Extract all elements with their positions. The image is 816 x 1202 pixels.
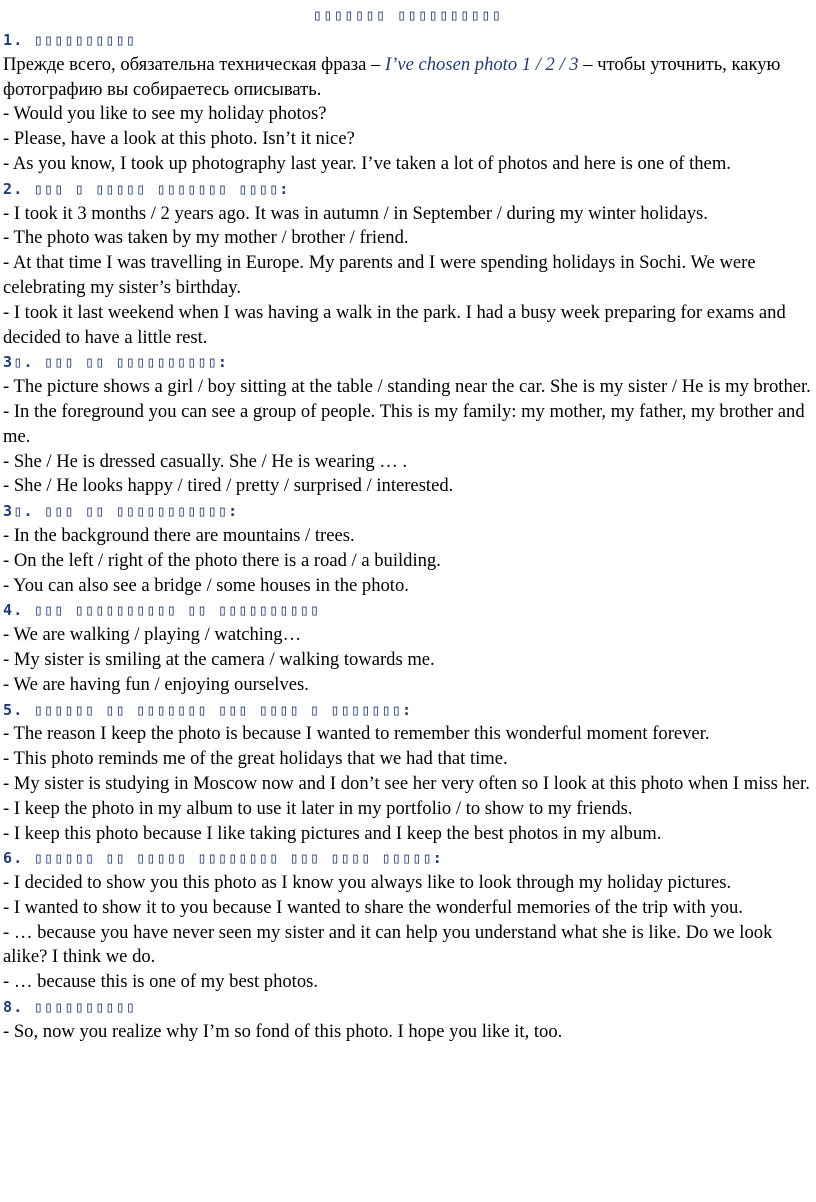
text-line: - The photo was taken by my mother / brother / friend. [3, 227, 409, 249]
section-heading: 3▯. ▯▯▯ ▯▯ ▯▯▯▯▯▯▯▯▯▯▯: [3, 502, 239, 521]
text-line: - … because you have never seen my sister and it can help you understand what she is like. Do we look alike? I think we do. [3, 921, 773, 968]
text-line: - In the background there are mountains / trees. [3, 524, 355, 546]
text-line: - The reason I keep the photo is because I wanted to remember this wonderful moment forever. [3, 723, 710, 745]
text-line: - Please, have a look at this photo. Isn’t it nice? [3, 128, 355, 150]
intro-text-after: – чтобы уточнить, какую фотографию вы собираетесь описывать. [3, 53, 781, 100]
text-line: - We are having fun / enjoying ourselves. [3, 673, 309, 695]
text-line: - I keep the photo in my album to use it later in my portfolio / to show to my friends. [3, 797, 633, 819]
section-heading: 6. ▯▯▯▯▯▯ ▯▯ ▯▯▯▯▯ ▯▯▯▯▯▯▯▯ ▯▯▯ ▯▯▯▯ ▯▯▯▯▯: [3, 849, 443, 868]
text-line: - She / He is dressed casually. She / He is wearing … . [3, 450, 408, 472]
section-heading: 5. ▯▯▯▯▯▯ ▯▯ ▯▯▯▯▯▯▯ ▯▯▯ ▯▯▯▯ ▯ ▯▯▯▯▯▯▯: [3, 700, 413, 719]
section-heading: 2. ▯▯▯ ▯ ▯▯▯▯▯ ▯▯▯▯▯▯▯ ▯▯▯▯: [3, 179, 290, 198]
text-line: - I took it last weekend when I was having a walk in the park. I had a busy week preparing for exams and decided to have a little rest. [3, 301, 786, 348]
text-line: - I took it 3 months / 2 years ago. It was in autumn / in September / during my winter holidays. [3, 202, 708, 224]
section-heading: 8. ▯▯▯▯▯▯▯▯▯▯ [3, 998, 136, 1017]
text-line: - … because this is one of my best photos. [3, 971, 319, 993]
text-line: - My sister is smiling at the camera / walking towards me. [3, 648, 435, 670]
text-line: - The picture shows a girl / boy sitting at the table / standing near the car. She is my sister / He is my brother. [3, 376, 811, 398]
section-heading: 3▯. ▯▯▯ ▯▯ ▯▯▯▯▯▯▯▯▯▯: [3, 353, 229, 372]
text-line: - On the left / right of the photo there is a road / a building. [3, 549, 441, 571]
text-line: - I decided to show you this photo as I know you always like to look through my holiday pictures. [3, 872, 732, 894]
section-heading: 1. ▯▯▯▯▯▯▯▯▯▯ [3, 31, 136, 49]
text-line: - As you know, I took up photography last year. I’ve taken a lot of photos and here is one of them. [3, 152, 731, 174]
text-line: - I keep this photo because I like taking pictures and I keep the best photos in my album. [3, 822, 662, 844]
text-line: - At that time I was travelling in Europe. My parents and I were spending holidays in Sochi. We were celebrating my sister’s birthday. [3, 252, 756, 298]
document-title: ▯▯▯▯▯▯▯ ▯▯▯▯▯▯▯▯▯▯ [312, 6, 503, 24]
text-line: - This photo reminds me of the great holidays that we had that time. [3, 748, 508, 770]
section-heading: 4. ▯▯▯ ▯▯▯▯▯▯▯▯▯▯ ▯▯ ▯▯▯▯▯▯▯▯▯▯ [3, 601, 321, 620]
text-line: - You can also see a bridge / some houses in the photo. [3, 574, 409, 596]
text-line: - She / He looks happy / tired / pretty / surprised / interested. [3, 475, 454, 497]
intro-paragraph [3, 53, 812, 103]
text-line: - So, now you realize why I’m so fond of this photo. I hope you like it, too. [3, 1020, 563, 1042]
intro-text-before: Прежде всего, обязательна техническая фраза – [3, 53, 385, 75]
text-line: - Would you like to see my holiday photos? [3, 103, 327, 125]
text-line: - My sister is studying in Moscow now and I don’t see her very often so I look at this photo when I miss her. [3, 772, 810, 794]
text-line: - I wanted to show it to you because I wanted to share the wonderful memories of the trip with you. [3, 896, 743, 918]
text-line: - In the foreground you can see a group of people. This is my family: my mother, my father, my brother and me. [3, 400, 805, 447]
intro-phrase: I’ve chosen photo 1 / 2 / 3 [384, 53, 579, 75]
text-line: - We are walking / playing / watching… [3, 624, 302, 646]
